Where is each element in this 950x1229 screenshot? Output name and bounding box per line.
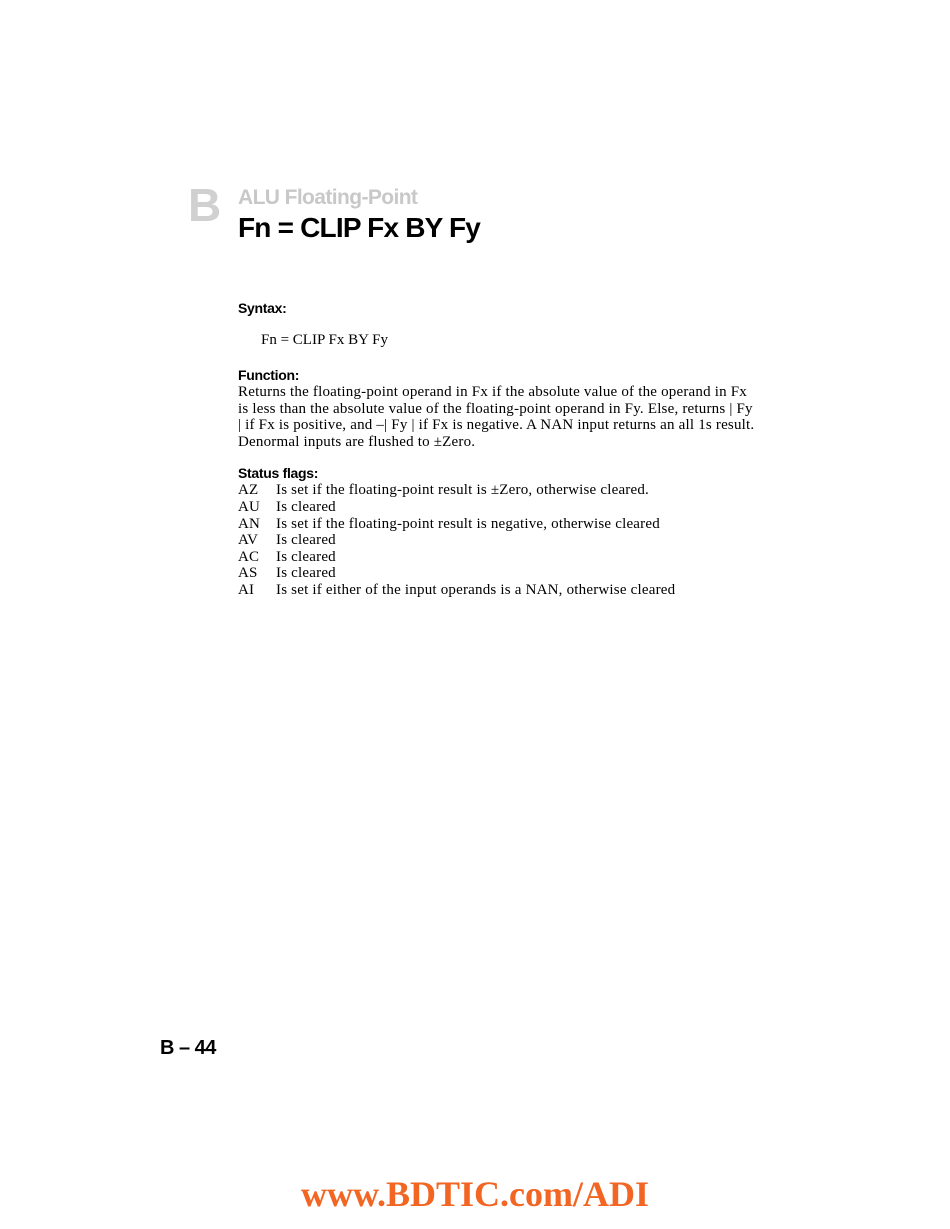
- flag-row-ai: [238, 582, 758, 599]
- flag-code: AI: [238, 581, 255, 598]
- syntax-heading: Syntax:: [238, 300, 287, 316]
- status-flags-list: [238, 482, 758, 598]
- function-text: Returns the floating-point operand in Fx if the absolute value of the operand in Fx is less than the absolute value of the floating-point operand in Fy. Else, returns | Fy | if Fx is positive, and –| Fy | if Fx is negative. A NAN input returns an all 1s result. Denormal inputs are flushed to ±Zero.: [238, 384, 755, 450]
- flag-row-av: [238, 532, 758, 549]
- flag-desc: Is set if either of the input operands is a NAN, otherwise cleared: [276, 581, 676, 598]
- flag-code: AC: [238, 548, 260, 565]
- flag-desc: Is cleared: [276, 498, 336, 515]
- function-heading: Function:: [238, 367, 300, 383]
- appendix-letter: B: [188, 179, 221, 231]
- instruction-description: [238, 300, 758, 599]
- flag-desc: Is cleared: [276, 565, 336, 582]
- footer-url-link[interactable]: www.BDTIC.com/ADI: [300, 1174, 649, 1214]
- flag-desc: Is cleared: [276, 532, 336, 549]
- flag-desc: Is set if the floating-point result is ±Zero, otherwise cleared.: [276, 482, 650, 499]
- flag-row-an: [238, 516, 758, 533]
- section-name: ALU Floating-Point: [238, 186, 418, 209]
- flag-code: AS: [238, 565, 258, 582]
- status-flags-heading: Status flags:: [238, 465, 319, 482]
- flag-code: AU: [238, 498, 261, 515]
- flag-code: AV: [238, 532, 259, 549]
- flag-code: AZ: [238, 482, 259, 499]
- flag-row-ac: [238, 549, 758, 566]
- flag-row-au: [238, 499, 758, 516]
- flag-row-as: [238, 565, 758, 582]
- page-title: Fn = CLIP Fx BY Fy: [238, 212, 481, 243]
- syntax-line: Fn = CLIP Fx BY Fy: [261, 332, 388, 348]
- page-number: B – 44: [160, 1037, 216, 1059]
- flag-row-az: [238, 482, 758, 499]
- flag-desc: Is cleared: [276, 548, 336, 565]
- flag-desc: Is set if the floating-point result is negative, otherwise cleared: [276, 515, 660, 532]
- flag-code: AN: [238, 515, 261, 532]
